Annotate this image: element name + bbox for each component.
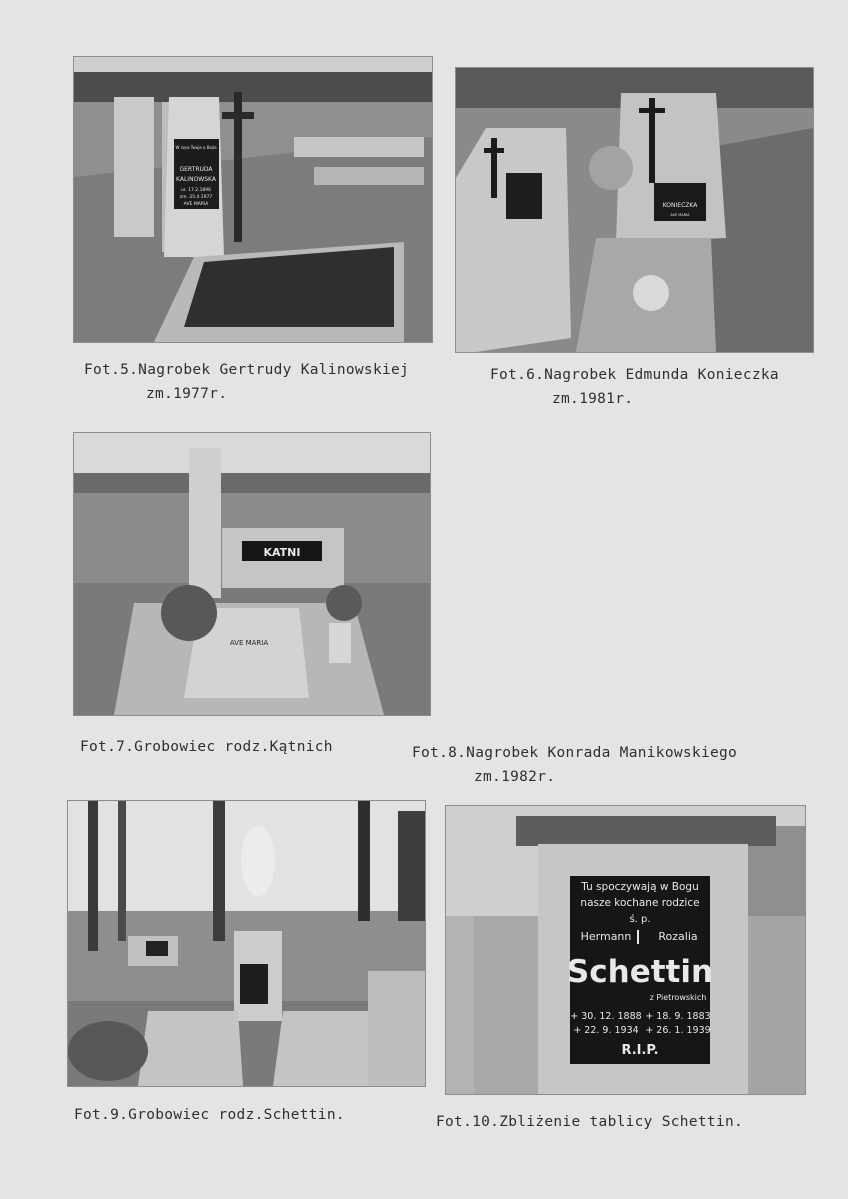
caption-fot5-line1: Fot.5.Nagrobek Gertrudy Kalinowskiej — [84, 362, 410, 378]
fot10-plaque-line7: z Pietrowskich — [649, 993, 707, 1002]
fot10-plaque-line1: Tu spoczywają w Bogu — [581, 881, 699, 893]
photo-fot9 — [68, 801, 425, 1086]
fot10-plaque-line3: ś. p. — [629, 914, 651, 925]
fot5-plaque-line2: GERTRUDA — [179, 166, 213, 173]
photo-fot7 — [74, 433, 430, 715]
fot5-plaque-line3: KALINOWSKA — [176, 176, 216, 183]
caption-fot6-line2: zm.1981r. — [552, 391, 634, 407]
fot5-plaque-line1: W ręce Twoje o Boże — [175, 145, 217, 150]
caption-fot9 — [74, 1105, 345, 1125]
caption-fot10-line1: Fot.10.Zbliżenie tablicy Schettin. — [436, 1114, 744, 1130]
fot10-plaque-line2: nasze kochane rodzice — [580, 897, 700, 909]
caption-fot6-line1: Fot.6.Nagrobek Edmunda Konieczka — [490, 367, 779, 383]
photo-fot6 — [456, 68, 813, 352]
caption-fot9-line1: Fot.9.Grobowiec rodz.Schettin. — [74, 1107, 345, 1123]
fot10-plaque-line4: Hermann — [580, 930, 632, 943]
fot7-plaque-line1: KATNI — [263, 546, 301, 559]
fot10-plaque-line8: + 30. 12. 1888 — [570, 1011, 642, 1022]
caption-fot8-line1: Fot.8.Nagrobek Konrada Manikowskiego — [412, 745, 738, 761]
caption-fot5-line2: zm.1977r. — [146, 386, 228, 402]
caption-fot10 — [436, 1112, 743, 1132]
photo-fot5 — [74, 57, 432, 342]
fot10-plaque-line5: Rozalia — [658, 930, 698, 943]
caption-fot8 — [412, 743, 737, 787]
fot5-plaque-line5: zm. 25.4.1977 — [179, 195, 213, 200]
fot5-plaque-line6: AVE MARIA — [183, 202, 209, 207]
fot10-plaque-line11: + 26. 1. 1939 — [645, 1025, 711, 1036]
photo-fot5-image — [74, 57, 432, 342]
caption-fot5 — [84, 360, 409, 404]
fot7-plaque-line2: AVE MARIA — [229, 639, 269, 647]
photo-fot10 — [446, 806, 805, 1094]
caption-fot7-line1: Fot.7.Grobowiec rodz.Kątnich — [80, 739, 333, 755]
fot6-plaque-line2: KONIECZKA — [662, 202, 698, 209]
photo-fot10-image — [446, 806, 805, 1094]
caption-fot8-line2: zm.1982r. — [474, 769, 556, 785]
photo-fot6-image — [456, 68, 813, 352]
fot10-plaque-line6: Schettin — [566, 954, 714, 990]
photo-fot9-image — [68, 801, 425, 1086]
fot10-plaque-line9: + 22. 9. 1934 — [573, 1025, 639, 1036]
fot6-plaque-line3: AVE MARIA — [670, 213, 690, 217]
fot5-plaque-line4: ur. 17.2.1896 — [180, 188, 212, 193]
caption-fot6 — [490, 365, 779, 409]
fot10-plaque-line12: R.I.P. — [621, 1043, 659, 1058]
fot10-plaque-line10: + 18. 9. 1883 — [645, 1011, 711, 1022]
caption-fot7 — [80, 737, 333, 757]
photo-fot7-image — [74, 433, 430, 715]
